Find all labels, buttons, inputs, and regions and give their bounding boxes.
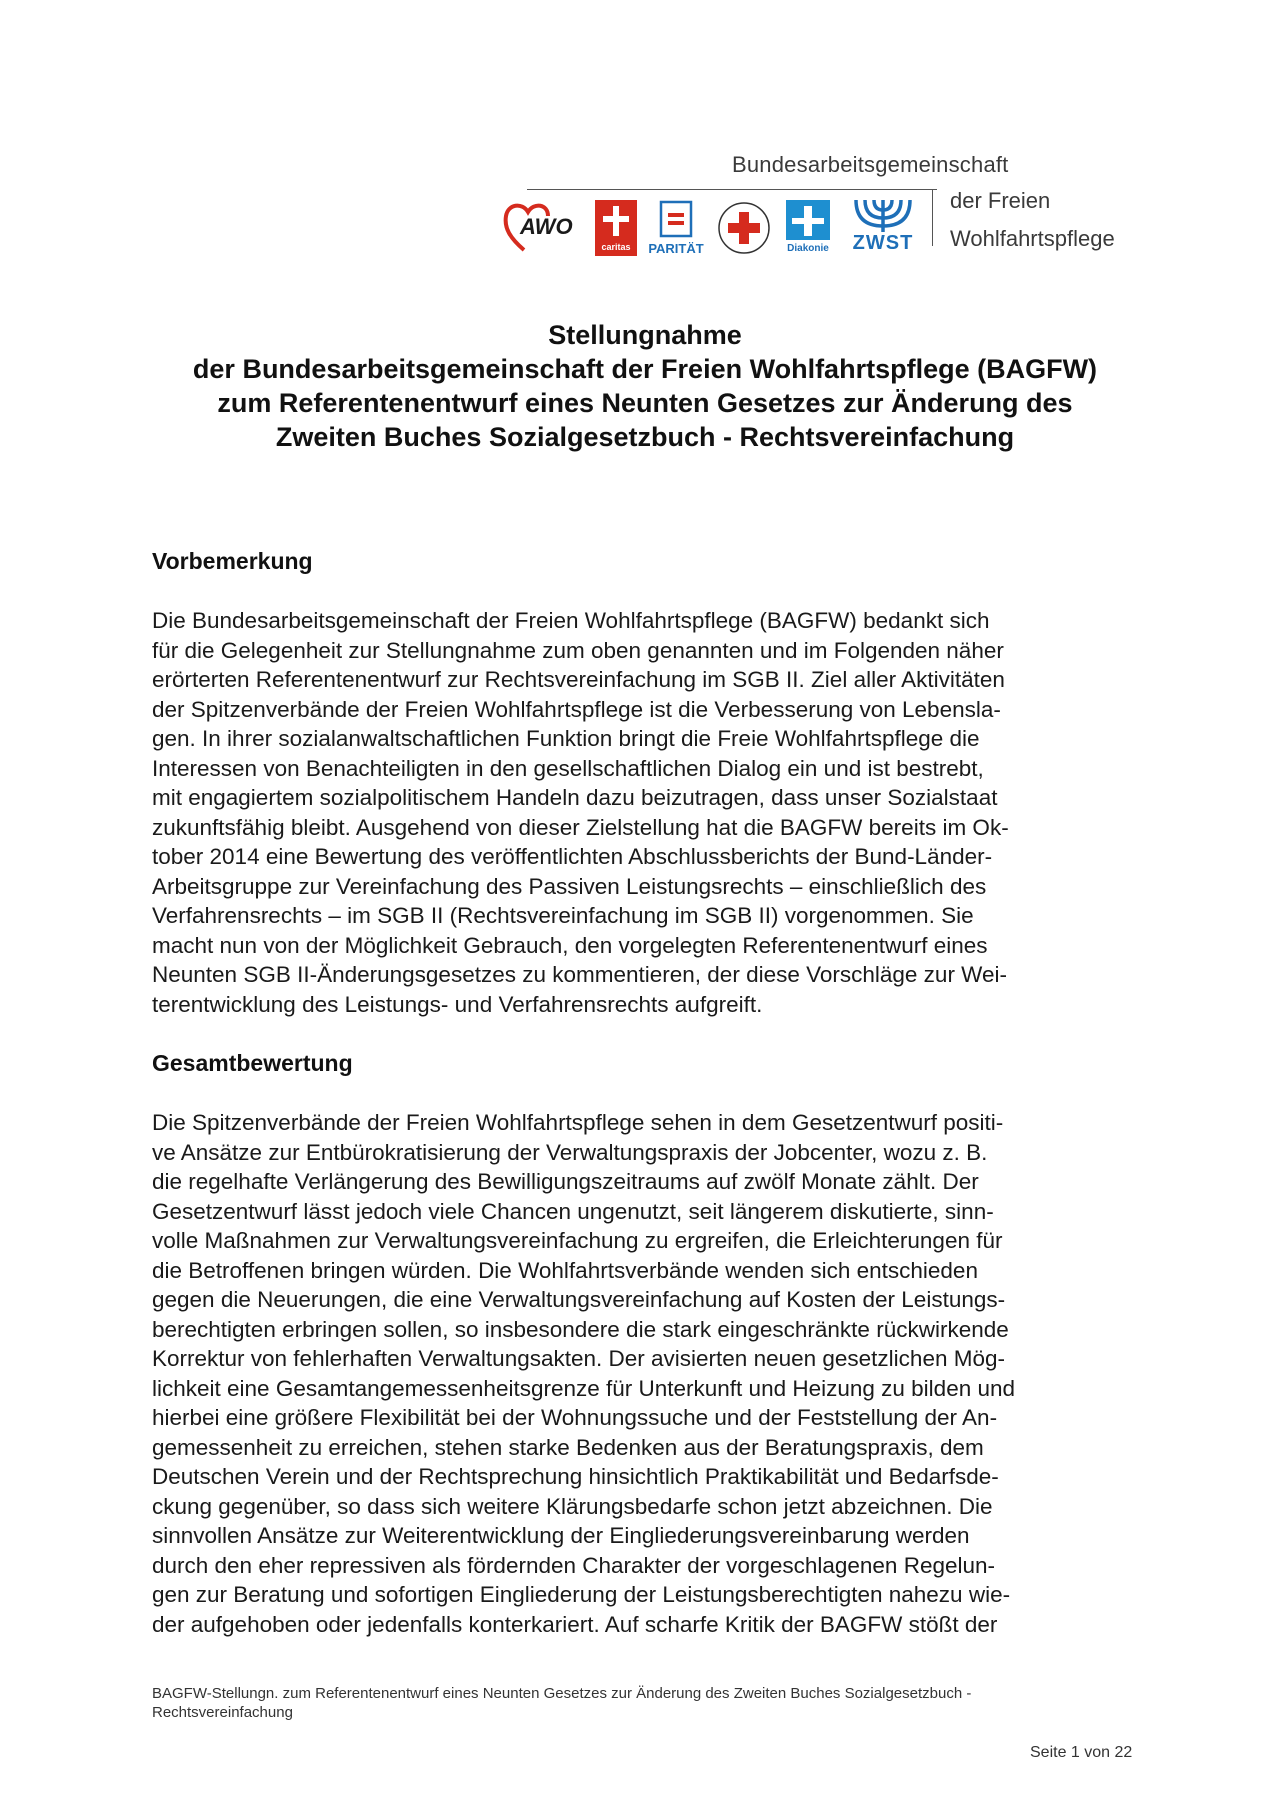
text-line: gemessenheit zu erreichen, stehen starke Bedenken aus der Beratungspraxis, dem <box>152 1434 984 1460</box>
org-name-line2: der Freien <box>950 188 1051 213</box>
header-logo-block <box>500 148 1150 268</box>
text-line: Korrektur von fehlerhaften Verwaltungsakten. Der avisierten neuen gesetzlichen Mög- <box>152 1346 1005 1371</box>
title-line-1: Stellungnahme <box>548 320 742 350</box>
title-line-4: Zweiten Buches Sozialgesetzbuch - Rechtsvereinfachung <box>275 422 1015 452</box>
text-line: die regelhafte Verlängerung des Bewilligungszeitraums auf zwölf Monate zählt. Der <box>152 1169 979 1194</box>
zwst-label: ZWST <box>852 232 914 254</box>
footer-line-2: Rechtsvereinfachung <box>152 1704 293 1721</box>
header-divider-line <box>527 189 937 190</box>
heading-vorbemerkung: Vorbemerkung <box>152 548 313 574</box>
caritas-label: caritas <box>601 242 631 252</box>
awo-label: AWO <box>520 214 573 239</box>
text-line: sinnvollen Ansätze zur Weiterentwicklung der Eingliederungsvereinbarung werden <box>152 1523 970 1548</box>
diakonie-cross-icon <box>782 198 834 242</box>
paragraph-vorbemerkung <box>152 606 1142 1019</box>
text-line: der aufgehoben oder jedenfalls konterkariert. Auf scharfe Kritik der BAGFW stößt der <box>152 1611 998 1637</box>
text-line: Arbeitsgruppe zur Vereinfachung des Passiven Leistungsrechts – einschließlich des <box>152 873 987 899</box>
page-footer <box>152 1684 971 1722</box>
text-line: Interessen von Benachteiligten in den gesellschaftlichen Dialog ein und ist bestrebt, <box>152 755 984 781</box>
text-line: lichkeit eine Gesamtangemessenheitsgrenze für Unterkunft und Heizung zu bilden und <box>152 1375 1016 1401</box>
text-line: der Spitzenverbände der Freien Wohlfahrtspflege ist die Verbesserung von Lebensla- <box>152 696 1001 722</box>
footer-line-1: BAGFW-Stellungn. zum Referentenentwurf eines Neunten Gesetzes zur Änderung des Zweiten Buches Sozialgesetzbuch - <box>152 1685 972 1702</box>
zwst-logo <box>846 196 920 256</box>
text-line: für die Gelegenheit zur Stellungnahme zum oben genannten und im Folgenden näher <box>152 637 1004 663</box>
text-line: Verfahrensrechts – im SGB II (Rechtsvereinfachung im SGB II) vorgenommen. Sie <box>152 903 974 928</box>
text-line: Die Spitzenverbände der Freien Wohlfahrtspflege sehen in dem Gesetzentwurf positi- <box>152 1110 1004 1135</box>
member-logos <box>500 196 930 258</box>
text-line: ve Ansätze zur Entbürokratisierung der Verwaltungspraxis der Jobcenter, wozu z. B. <box>152 1139 988 1165</box>
awo-logo <box>502 198 582 258</box>
drk-logo <box>716 200 772 256</box>
text-line: ckung gegenüber, so dass sich weitere Klärungsbedarfe schon jetzt abzeichnen. Die <box>152 1493 993 1519</box>
text-line: Gesetzentwurf lässt jedoch viele Chancen ungenutzt, seit längerem diskutierte, sinn- <box>152 1198 994 1224</box>
text-line: tober 2014 eine Bewertung des veröffentlichten Abschlussberichts der Bund-Länder- <box>152 844 993 869</box>
paritaet-logo <box>643 200 709 256</box>
text-line: die Betroffenen bringen würden. Die Wohlfahrtsverbände wenden sich entschieden <box>152 1257 978 1283</box>
text-line: macht nun von der Möglichkeit Gebrauch, den vorgelegten Referentenentwurf eines <box>152 932 988 958</box>
org-name-line3: Wohlfahrtspflege <box>950 226 1115 251</box>
text-line: Die Bundesarbeitsgemeinschaft der Freien Wohlfahrtspflege (BAGFW) bedankt sich <box>152 608 990 633</box>
title-line-3: zum Referentenentwurf eines Neunten Gesetzes zur Änderung des <box>217 388 1073 418</box>
page-number: Seite 1 von 22 <box>1030 1744 1133 1761</box>
paritaet-equal-icon <box>643 200 709 240</box>
diakonie-logo <box>782 198 834 256</box>
header-vertical-divider <box>932 189 933 246</box>
caritas-logo <box>595 200 637 256</box>
document-title <box>100 318 1190 454</box>
heading-gesamtbewertung: Gesamtbewertung <box>152 1050 353 1076</box>
text-line: gen. In ihrer sozialanwaltschaftlichen Funktion bringt die Freie Wohlfahrtspflege die <box>152 726 980 751</box>
text-line: terentwicklung des Leistungs- und Verfahrensrechts aufgreift. <box>152 991 763 1017</box>
text-line: Neunten SGB II-Änderungsgesetzes zu kommentieren, der diese Vorschläge zur Wei- <box>152 962 1008 987</box>
text-line: zukunftsfähig bleibt. Ausgehend von dieser Zielstellung hat die BAGFW bereits im Ok- <box>152 814 1009 840</box>
text-line: gen zur Beratung und sofortigen Eingliederung der Leistungsberechtigten nahezu wie- <box>152 1582 1011 1607</box>
text-line: volle Maßnahmen zur Verwaltungsvereinfachung zu ergreifen, die Erleichterungen für <box>152 1228 1003 1253</box>
menorah-icon <box>846 196 920 236</box>
title-line-2: der Bundesarbeitsgemeinschaft der Freien Wohlfahrtspflege (BAGFW) <box>192 354 1098 384</box>
red-cross-icon <box>716 200 772 256</box>
text-line: berechtigten erbringen sollen, so insbesondere die stark eingeschränkte rückwirkende <box>152 1316 1009 1342</box>
paragraph-gesamtbewertung <box>152 1108 1142 1639</box>
text-line: erörterten Referentenentwurf zur Rechtsvereinfachung im SGB II. Ziel aller Aktivitäten <box>152 667 1005 692</box>
text-line: durch den eher repressiven als fördernden Charakter der vorgeschlagenen Regelun- <box>152 1552 996 1578</box>
text-line: Deutschen Verein und der Rechtsprechung hinsichtlich Praktikabilität und Bedarfsde- <box>152 1464 999 1489</box>
org-name-top: Bundesarbeitsgemeinschaft <box>732 152 1009 177</box>
diakonie-label: Diakonie <box>787 243 829 254</box>
caritas-cross-icon <box>595 200 637 242</box>
paritaet-label: PARITÄT <box>648 241 704 256</box>
text-line: mit engagiertem sozialpolitischem Handeln dazu beizutragen, dass unser Sozialstaat <box>152 785 998 810</box>
text-line: hierbei eine größere Flexibilität bei der Wohnungssuche und der Feststellung der An- <box>152 1405 998 1430</box>
text-line: gegen die Neuerungen, die eine Verwaltungsvereinfachung auf Kosten der Leistungs- <box>152 1287 1006 1312</box>
